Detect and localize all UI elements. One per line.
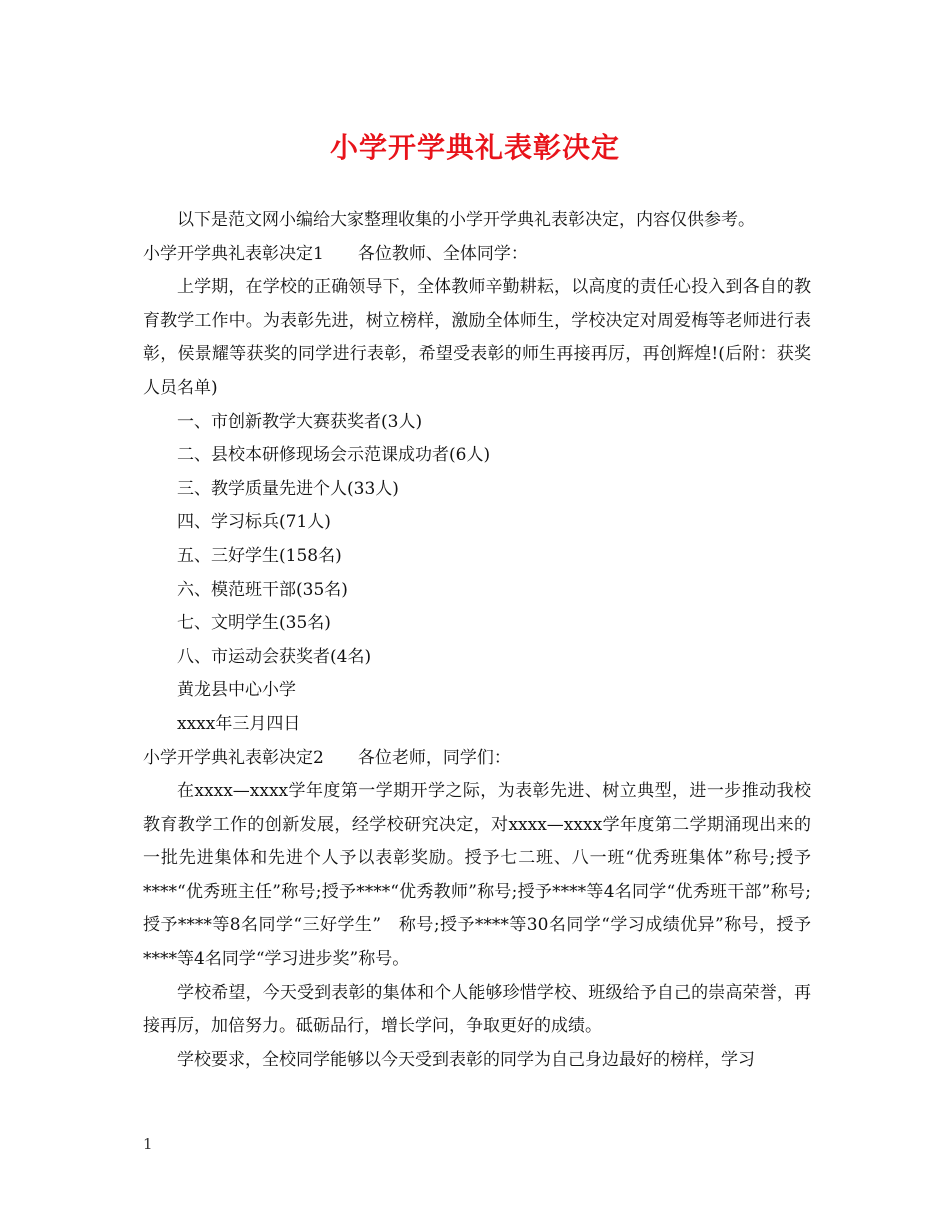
section2-heading-line xyxy=(143,742,811,776)
award-list-item: 二、县校本研修现场会示范课成功者(6人) xyxy=(177,445,491,466)
intro-paragraph: 以下是范文网小编给大家整理收集的小学开学典礼表彰决定，内容仅供参考。 xyxy=(177,210,755,230)
award-list-item: 一、市创新教学大赛获奖者(3人) xyxy=(177,411,423,432)
date: xxxx年三月四日 xyxy=(177,713,301,734)
page-number: 1 xyxy=(143,1135,153,1153)
document-body xyxy=(143,204,811,1077)
section2-paragraph-1: 在xxxx—xxxx学年度第一学期开学之际，为表彰先进、树立典型，进一步推动我校教育教学工作的创新发展，经学校研究决定，对xxxx—xxxx学年度第二学期涌现出来的一批先进集体和先进个人予以表彰奖励。授予七二班、八一班“优秀班集体”称号;授予****“优秀班主任”称号;授予****“优秀教师”称号;授予****等4名同学“优秀班干部”称号;授予****等8名同学“三好学生” 称号;授予****等30名同学“学习成绩优异”称号，授予****等4名同学“学习进步奖”称号。 xyxy=(143,781,811,970)
section2-heading: 小学开学典礼表彰决定2 xyxy=(143,747,324,768)
award-list-item: 五、三好学生(158名) xyxy=(177,545,342,566)
document-title: 小学开学典礼表彰决定 xyxy=(329,131,620,164)
signature: 黄龙县中心小学 xyxy=(177,680,296,701)
award-list-item: 七、文明学生(35名) xyxy=(177,613,331,634)
section1-heading: 小学开学典礼表彰决定1 xyxy=(143,243,324,264)
section1-heading-line xyxy=(143,238,811,272)
award-list-item: 八、市运动会获奖者(4名) xyxy=(177,646,372,667)
award-list-item: 三、教学质量先进个人(33人) xyxy=(177,478,399,499)
section2-paragraph-3: 学校要求，全校同学能够以今天受到表彰的同学为自己身边最好的榜样，学习 xyxy=(177,1049,755,1070)
section2-salutation: 各位老师，同学们： xyxy=(357,747,511,768)
section2-paragraph-2: 学校希望，今天受到表彰的集体和个人能够珍惜学校、班级给予自己的崇高荣誉，再接再厉，加倍努力。砥砺品行，增长学问，争取更好的成绩。 xyxy=(143,982,811,1037)
award-list-item: 四、学习标兵(71人) xyxy=(177,512,331,533)
award-list xyxy=(143,406,811,675)
section1-salutation: 各位教师、全体同学： xyxy=(357,243,528,264)
award-list-item: 六、模范班干部(35名) xyxy=(177,579,348,600)
section1-paragraph: 上学期，在学校的正确领导下，全体教师辛勤耕耘，以高度的责任心投入到各自的教育教学工作中。为表彰先进，树立榜样，激励全体师生，学校决定对周爱梅等老师进行表彰，侯景耀等获奖的同学进行表彰，希望受表彰的师生再接再厉，再创辉煌!(后附：获奖人员名单) xyxy=(143,277,811,398)
